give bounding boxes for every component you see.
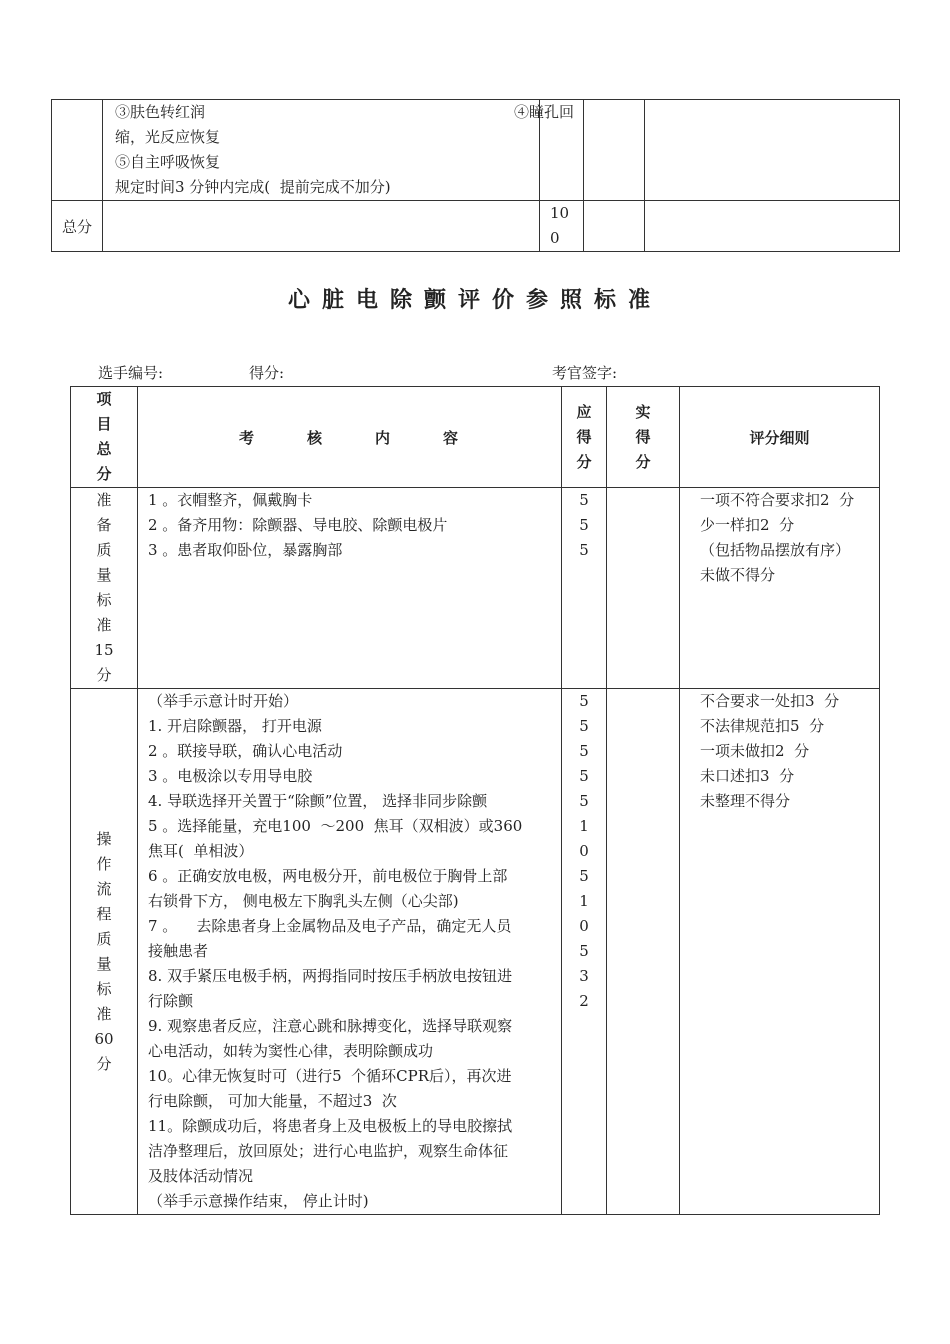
content-line: 及肢体活动情况 xyxy=(148,1167,254,1185)
content-line: 7 。 去除患者身上金属物品及电子产品，确定无人员 xyxy=(148,917,512,935)
content-line: 规定时间3 分钟内完成( 提前完成不加分) xyxy=(115,178,391,196)
continuation-empty-cell xyxy=(52,100,103,201)
content-line: 6 。正确安放电极，两电极分开，前电极位于胸骨上部 xyxy=(148,867,508,885)
content-line: （举手示意操作结束， 停止计时) xyxy=(148,1192,369,1210)
content-line: 9. 观察患者反应，注意心跳和脉搏变化，选择导联观察 xyxy=(148,1017,513,1035)
section-label: 操 作 流 程 质 量 标 准 60 分 xyxy=(71,689,138,1215)
header-row xyxy=(71,387,880,488)
content-line: 1 。衣帽整齐，佩戴胸卡 xyxy=(148,491,313,509)
content-line: 10。心律无恢复时可（进行5 个循环CPR后），再次进 xyxy=(148,1067,512,1085)
section-rules: 不合要求一处扣3 分 不法律规范扣5 分 一项未做扣2 分 未口述扣3 分 未整理不得分 xyxy=(680,689,880,1215)
player-no-label: 选手编号: xyxy=(98,364,164,382)
content-line: ③肤色转红润 xyxy=(115,103,206,121)
content-line: 4. 导联选择开关置于“除颤”位置， 选择非同步除颤 xyxy=(148,792,488,810)
section-content xyxy=(138,488,562,689)
header-actual-score: 实 得 分 xyxy=(607,387,680,488)
actual-score-cell xyxy=(607,488,680,689)
content-line: 8. 双手紧压电极手柄，两拇指同时按压手柄放电按钮进 xyxy=(148,967,513,985)
score-label: 得分: xyxy=(249,364,285,382)
total-value: 10 0 xyxy=(540,201,584,252)
content-line: 3 。电极涂以专用导电胶 xyxy=(148,767,313,785)
content-line-right: ④瞳孔回 xyxy=(514,103,575,121)
content-line: 5 。选择能量，充电100 ～200 焦耳（双相波）或360 xyxy=(148,817,523,835)
content-line: 2 。备齐用物：除颤器、导电胶、除颤电极片 xyxy=(148,516,448,534)
content-line: 11。除颤成功后，将患者身上及电极板上的导电胶擦拭 xyxy=(148,1117,513,1135)
content-line: （举手示意计时开始） xyxy=(148,692,299,710)
header-rules: 评分细则 xyxy=(680,387,880,488)
section-label: 准 备 质 量 标 准 15 分 xyxy=(71,488,138,689)
content-line: 焦耳( 单相波） xyxy=(148,842,254,860)
continuation-table xyxy=(51,99,900,252)
section-preparation xyxy=(71,488,880,689)
content-line: 1. 开启除颤器， 打开电源 xyxy=(148,717,322,735)
section-scores: 5 5 5 5 5 1 0 5 1 0 5 3 2 xyxy=(562,689,607,1215)
content-line: 行除颤 xyxy=(148,992,194,1010)
actual-score-cell xyxy=(607,689,680,1215)
section-content xyxy=(138,689,562,1215)
content-line: 3 。患者取仰卧位，暴露胸部 xyxy=(148,541,343,559)
content-line: 右锁骨下方， 侧电极左下胸乳头左侧（心尖部) xyxy=(148,892,459,910)
content-line: 接触患者 xyxy=(148,942,209,960)
section-operation xyxy=(71,689,880,1215)
content-line: ⑤自主呼吸恢复 xyxy=(115,153,221,171)
continuation-content-cell xyxy=(103,100,575,201)
section-rules: 一项不符合要求扣2 分 少一样扣2 分 （包括物品摆放有序） 未做不得分 xyxy=(680,488,880,689)
content-line: 洁净整理后，放回原处；进行心电监护，观察生命体征 xyxy=(148,1142,509,1160)
examiner-sign-label: 考官签字: xyxy=(552,364,618,382)
header-content: 考 核 内 容 xyxy=(138,387,562,488)
total-label: 总分 xyxy=(52,201,103,252)
header-should-score: 应 得 分 xyxy=(562,387,607,488)
content-line: 2 。联接导联，确认心电活动 xyxy=(148,742,343,760)
content-line: 缩，光反应恢复 xyxy=(115,128,221,146)
page-title: 心脏电除颤评价参照标准 xyxy=(287,287,662,313)
section-scores: 5 5 5 xyxy=(562,488,607,689)
header-item: 项 目 总 分 xyxy=(71,387,138,488)
content-line: 心电活动，如转为窦性心律，表明除颤成功 xyxy=(148,1042,434,1060)
evaluation-table xyxy=(70,386,880,1215)
content-line: 行电除颤， 可加大能量，不超过3 次 xyxy=(148,1092,397,1110)
